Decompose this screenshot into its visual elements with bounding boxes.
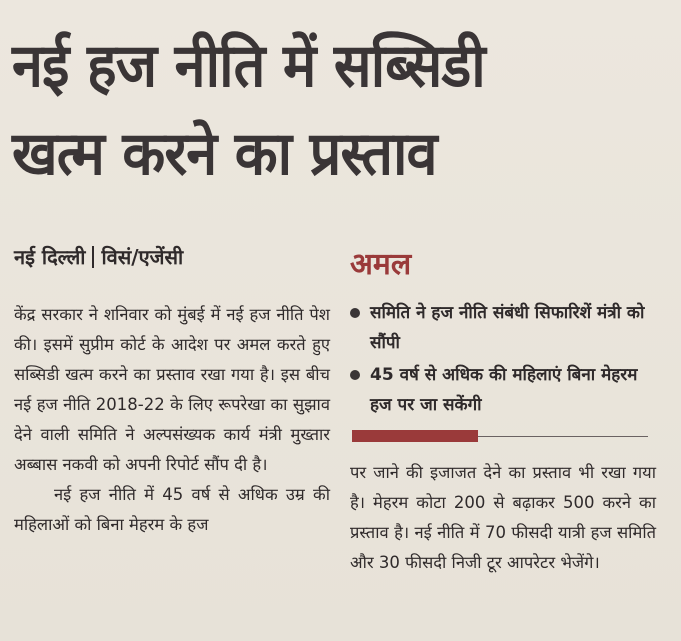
sidebar-bullets bbox=[348, 298, 648, 422]
bullet-item bbox=[348, 298, 648, 358]
dateline-agency: विसं/एजेंसी bbox=[101, 245, 184, 269]
paragraph-2: नई हज नीति में 45 वर्ष से अधिक उम्र की महिलाओं को बिना मेहरम के हज bbox=[14, 485, 330, 534]
dateline-city: नई दिल्ली bbox=[14, 245, 86, 269]
dateline-separator bbox=[92, 246, 94, 268]
bullet-text: 45 वर्ष से अधिक की महिलाएं बिना मेहरम हज पर जा सकेंगी bbox=[370, 365, 638, 415]
headline-line-2: खत्म करने का प्रस्ताव bbox=[12, 119, 437, 189]
article-column-right bbox=[350, 458, 656, 578]
sidebar-title: अमल bbox=[350, 247, 412, 282]
article-column-left bbox=[14, 300, 330, 540]
headline-line-1: नई हज नीति में सब्सिडी bbox=[12, 31, 485, 101]
bullet-item bbox=[348, 360, 648, 420]
section-divider-line bbox=[478, 436, 648, 437]
bullet-dot-icon bbox=[350, 308, 360, 318]
dateline bbox=[14, 243, 183, 270]
paragraph-3: पर जाने की इजाजत देने का प्रस्ताव भी रखा गया है। मेहरम कोटा 200 से बढ़ाकर 500 करने का प्रस्ताव है। नई नीति में 70 फीसदी यात्री हज समिति और 30 फीसदी निजी टूर आपरेटर भेजेंगे। bbox=[350, 463, 656, 572]
headline bbox=[12, 22, 617, 198]
bullet-dot-icon bbox=[350, 370, 360, 380]
section-divider-accent bbox=[352, 430, 478, 442]
bullet-text: समिति ने हज नीति संबंधी सिफारिशें मंत्री को सौंपी bbox=[370, 303, 645, 353]
paragraph-1: केंद्र सरकार ने शनिवार को मुंबई में नई हज नीति पेश की। इसमें सुप्रीम कोर्ट के आदेश पर अमल करते हुए सब्सिडी खत्म करने का प्रस्ताव रखा गया है। इस बीच नई हज नीति 2018-22 के लिए रूपरेखा का सुझाव देने वाली समिति ने अल्पसंख्यक कार्य मंत्री मुख्तार अब्बास नकवी को अपनी रिपोर्ट सौंप दी है। bbox=[14, 305, 330, 474]
